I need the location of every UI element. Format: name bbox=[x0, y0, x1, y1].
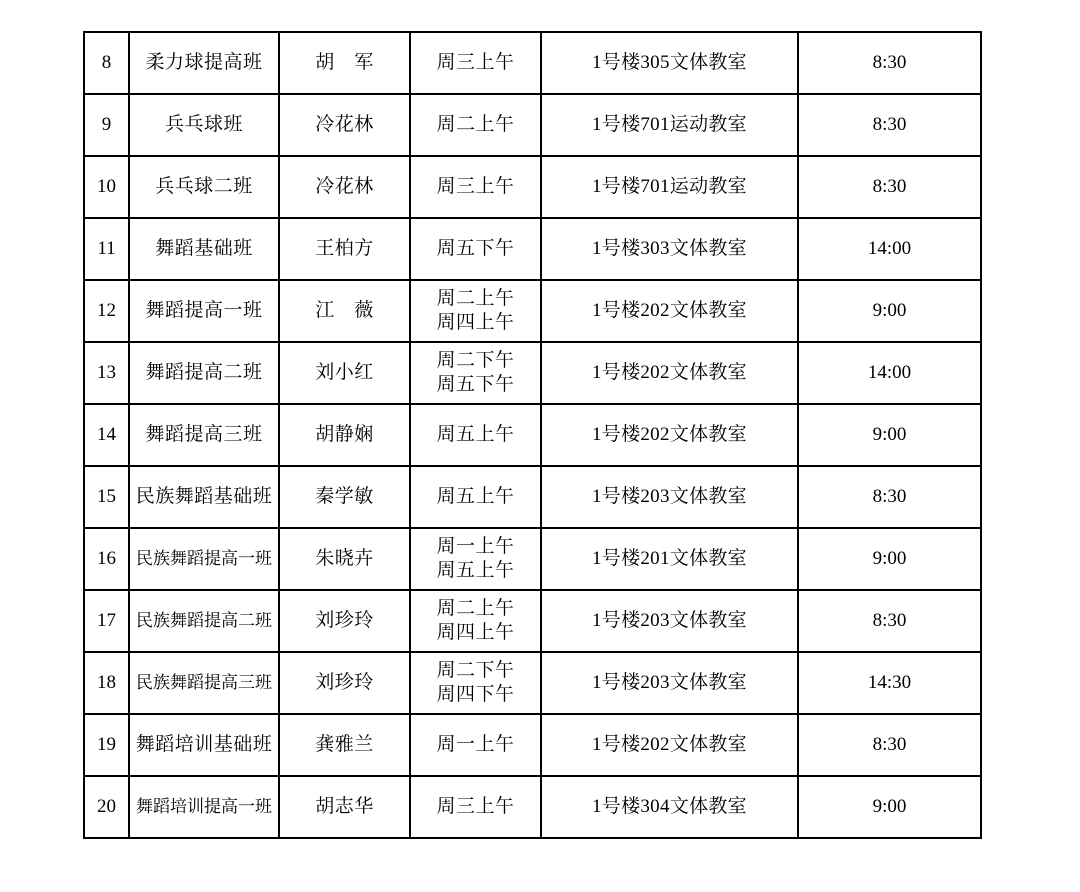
cell-start-time: 8:30 bbox=[798, 466, 981, 528]
cell-schedule-time bbox=[410, 342, 541, 404]
table-row bbox=[84, 714, 981, 776]
cell-class-name: 兵乓球二班 bbox=[129, 156, 279, 218]
cell-start-time: 8:30 bbox=[798, 32, 981, 94]
cell-start-time: 14:00 bbox=[798, 342, 981, 404]
cell-teacher: 秦学敏 bbox=[279, 466, 410, 528]
schedule-time-line: 周一上午 bbox=[436, 535, 515, 557]
table-row bbox=[84, 590, 981, 652]
cell-teacher: 冷花林 bbox=[279, 156, 410, 218]
cell-class-name: 舞蹈基础班 bbox=[129, 218, 279, 280]
cell-start-time: 9:00 bbox=[798, 404, 981, 466]
cell-schedule-time: 周五上午 bbox=[410, 404, 541, 466]
cell-class-name: 民族舞蹈基础班 bbox=[129, 466, 279, 528]
cell-index: 8 bbox=[84, 32, 129, 94]
cell-index: 11 bbox=[84, 218, 129, 280]
cell-index: 12 bbox=[84, 280, 129, 342]
cell-location: 1号楼201文体教室 bbox=[541, 528, 798, 590]
cell-index: 17 bbox=[84, 590, 129, 652]
cell-teacher: 朱晓卉 bbox=[279, 528, 410, 590]
cell-class-name: 舞蹈提高三班 bbox=[129, 404, 279, 466]
cell-start-time: 14:30 bbox=[798, 652, 981, 714]
cell-class-name: 舞蹈培训基础班 bbox=[129, 714, 279, 776]
cell-start-time: 8:30 bbox=[798, 94, 981, 156]
cell-class-name: 民族舞蹈提高三班 bbox=[129, 652, 279, 714]
schedule-time-line: 周五上午 bbox=[436, 560, 515, 581]
cell-index: 9 bbox=[84, 94, 129, 156]
schedule-time-line: 周二下午 bbox=[436, 659, 515, 681]
table-row bbox=[84, 466, 981, 528]
cell-start-time: 8:30 bbox=[798, 714, 981, 776]
table-row bbox=[84, 776, 981, 838]
cell-teacher: 胡 军 bbox=[279, 32, 410, 94]
cell-teacher: 江 薇 bbox=[279, 280, 410, 342]
cell-start-time: 9:00 bbox=[798, 776, 981, 838]
cell-schedule-time bbox=[410, 280, 541, 342]
cell-schedule-time: 周三上午 bbox=[410, 32, 541, 94]
cell-start-time: 8:30 bbox=[798, 590, 981, 652]
table-row bbox=[84, 528, 981, 590]
cell-start-time: 8:30 bbox=[798, 156, 981, 218]
cell-location: 1号楼202文体教室 bbox=[541, 404, 798, 466]
cell-schedule-time: 周五下午 bbox=[410, 218, 541, 280]
cell-teacher: 刘珍玲 bbox=[279, 652, 410, 714]
cell-location: 1号楼203文体教室 bbox=[541, 652, 798, 714]
cell-index: 14 bbox=[84, 404, 129, 466]
cell-schedule-time: 周五上午 bbox=[410, 466, 541, 528]
cell-location: 1号楼202文体教室 bbox=[541, 714, 798, 776]
cell-teacher: 刘小红 bbox=[279, 342, 410, 404]
cell-index: 10 bbox=[84, 156, 129, 218]
schedule-time-line: 周二下午 bbox=[436, 349, 515, 371]
schedule-time-line: 周四上午 bbox=[436, 312, 515, 333]
cell-index: 15 bbox=[84, 466, 129, 528]
table-row bbox=[84, 156, 981, 218]
cell-teacher: 龚雅兰 bbox=[279, 714, 410, 776]
cell-schedule-time bbox=[410, 652, 541, 714]
cell-class-name: 舞蹈培训提高一班 bbox=[129, 776, 279, 838]
cell-schedule-time: 周一上午 bbox=[410, 714, 541, 776]
table-row bbox=[84, 32, 981, 94]
cell-location: 1号楼203文体教室 bbox=[541, 466, 798, 528]
cell-class-name: 舞蹈提高一班 bbox=[129, 280, 279, 342]
schedule-time-line: 周四上午 bbox=[436, 622, 515, 643]
cell-location: 1号楼303文体教室 bbox=[541, 218, 798, 280]
table-row bbox=[84, 94, 981, 156]
cell-index: 13 bbox=[84, 342, 129, 404]
cell-schedule-time bbox=[410, 528, 541, 590]
cell-schedule-time: 周二上午 bbox=[410, 94, 541, 156]
table-row bbox=[84, 218, 981, 280]
cell-teacher: 冷花林 bbox=[279, 94, 410, 156]
cell-index: 19 bbox=[84, 714, 129, 776]
cell-schedule-time: 周三上午 bbox=[410, 776, 541, 838]
course-schedule-table-wrapper bbox=[83, 31, 980, 839]
table-row bbox=[84, 404, 981, 466]
table-row bbox=[84, 652, 981, 714]
cell-teacher: 王柏方 bbox=[279, 218, 410, 280]
cell-start-time: 9:00 bbox=[798, 528, 981, 590]
cell-teacher: 刘珍玲 bbox=[279, 590, 410, 652]
cell-location: 1号楼202文体教室 bbox=[541, 280, 798, 342]
cell-start-time: 14:00 bbox=[798, 218, 981, 280]
cell-class-name: 舞蹈提高二班 bbox=[129, 342, 279, 404]
cell-schedule-time bbox=[410, 590, 541, 652]
cell-class-name: 民族舞蹈提高二班 bbox=[129, 590, 279, 652]
cell-class-name: 柔力球提高班 bbox=[129, 32, 279, 94]
cell-location: 1号楼304文体教室 bbox=[541, 776, 798, 838]
table-row bbox=[84, 342, 981, 404]
cell-teacher: 胡静娴 bbox=[279, 404, 410, 466]
cell-location: 1号楼701运动教室 bbox=[541, 94, 798, 156]
cell-start-time: 9:00 bbox=[798, 280, 981, 342]
schedule-time-line: 周四下午 bbox=[436, 684, 515, 705]
cell-location: 1号楼305文体教室 bbox=[541, 32, 798, 94]
cell-location: 1号楼701运动教室 bbox=[541, 156, 798, 218]
schedule-time-line: 周二上午 bbox=[436, 597, 515, 619]
cell-class-name: 民族舞蹈提高一班 bbox=[129, 528, 279, 590]
schedule-time-line: 周五下午 bbox=[436, 374, 515, 395]
cell-teacher: 胡志华 bbox=[279, 776, 410, 838]
cell-location: 1号楼203文体教室 bbox=[541, 590, 798, 652]
cell-class-name: 兵乓球班 bbox=[129, 94, 279, 156]
cell-index: 16 bbox=[84, 528, 129, 590]
schedule-time-line: 周二上午 bbox=[436, 287, 515, 309]
cell-index: 18 bbox=[84, 652, 129, 714]
table-body bbox=[84, 32, 981, 838]
table-row bbox=[84, 280, 981, 342]
course-schedule-table bbox=[83, 31, 982, 839]
cell-location: 1号楼202文体教室 bbox=[541, 342, 798, 404]
cell-index: 20 bbox=[84, 776, 129, 838]
cell-schedule-time: 周三上午 bbox=[410, 156, 541, 218]
